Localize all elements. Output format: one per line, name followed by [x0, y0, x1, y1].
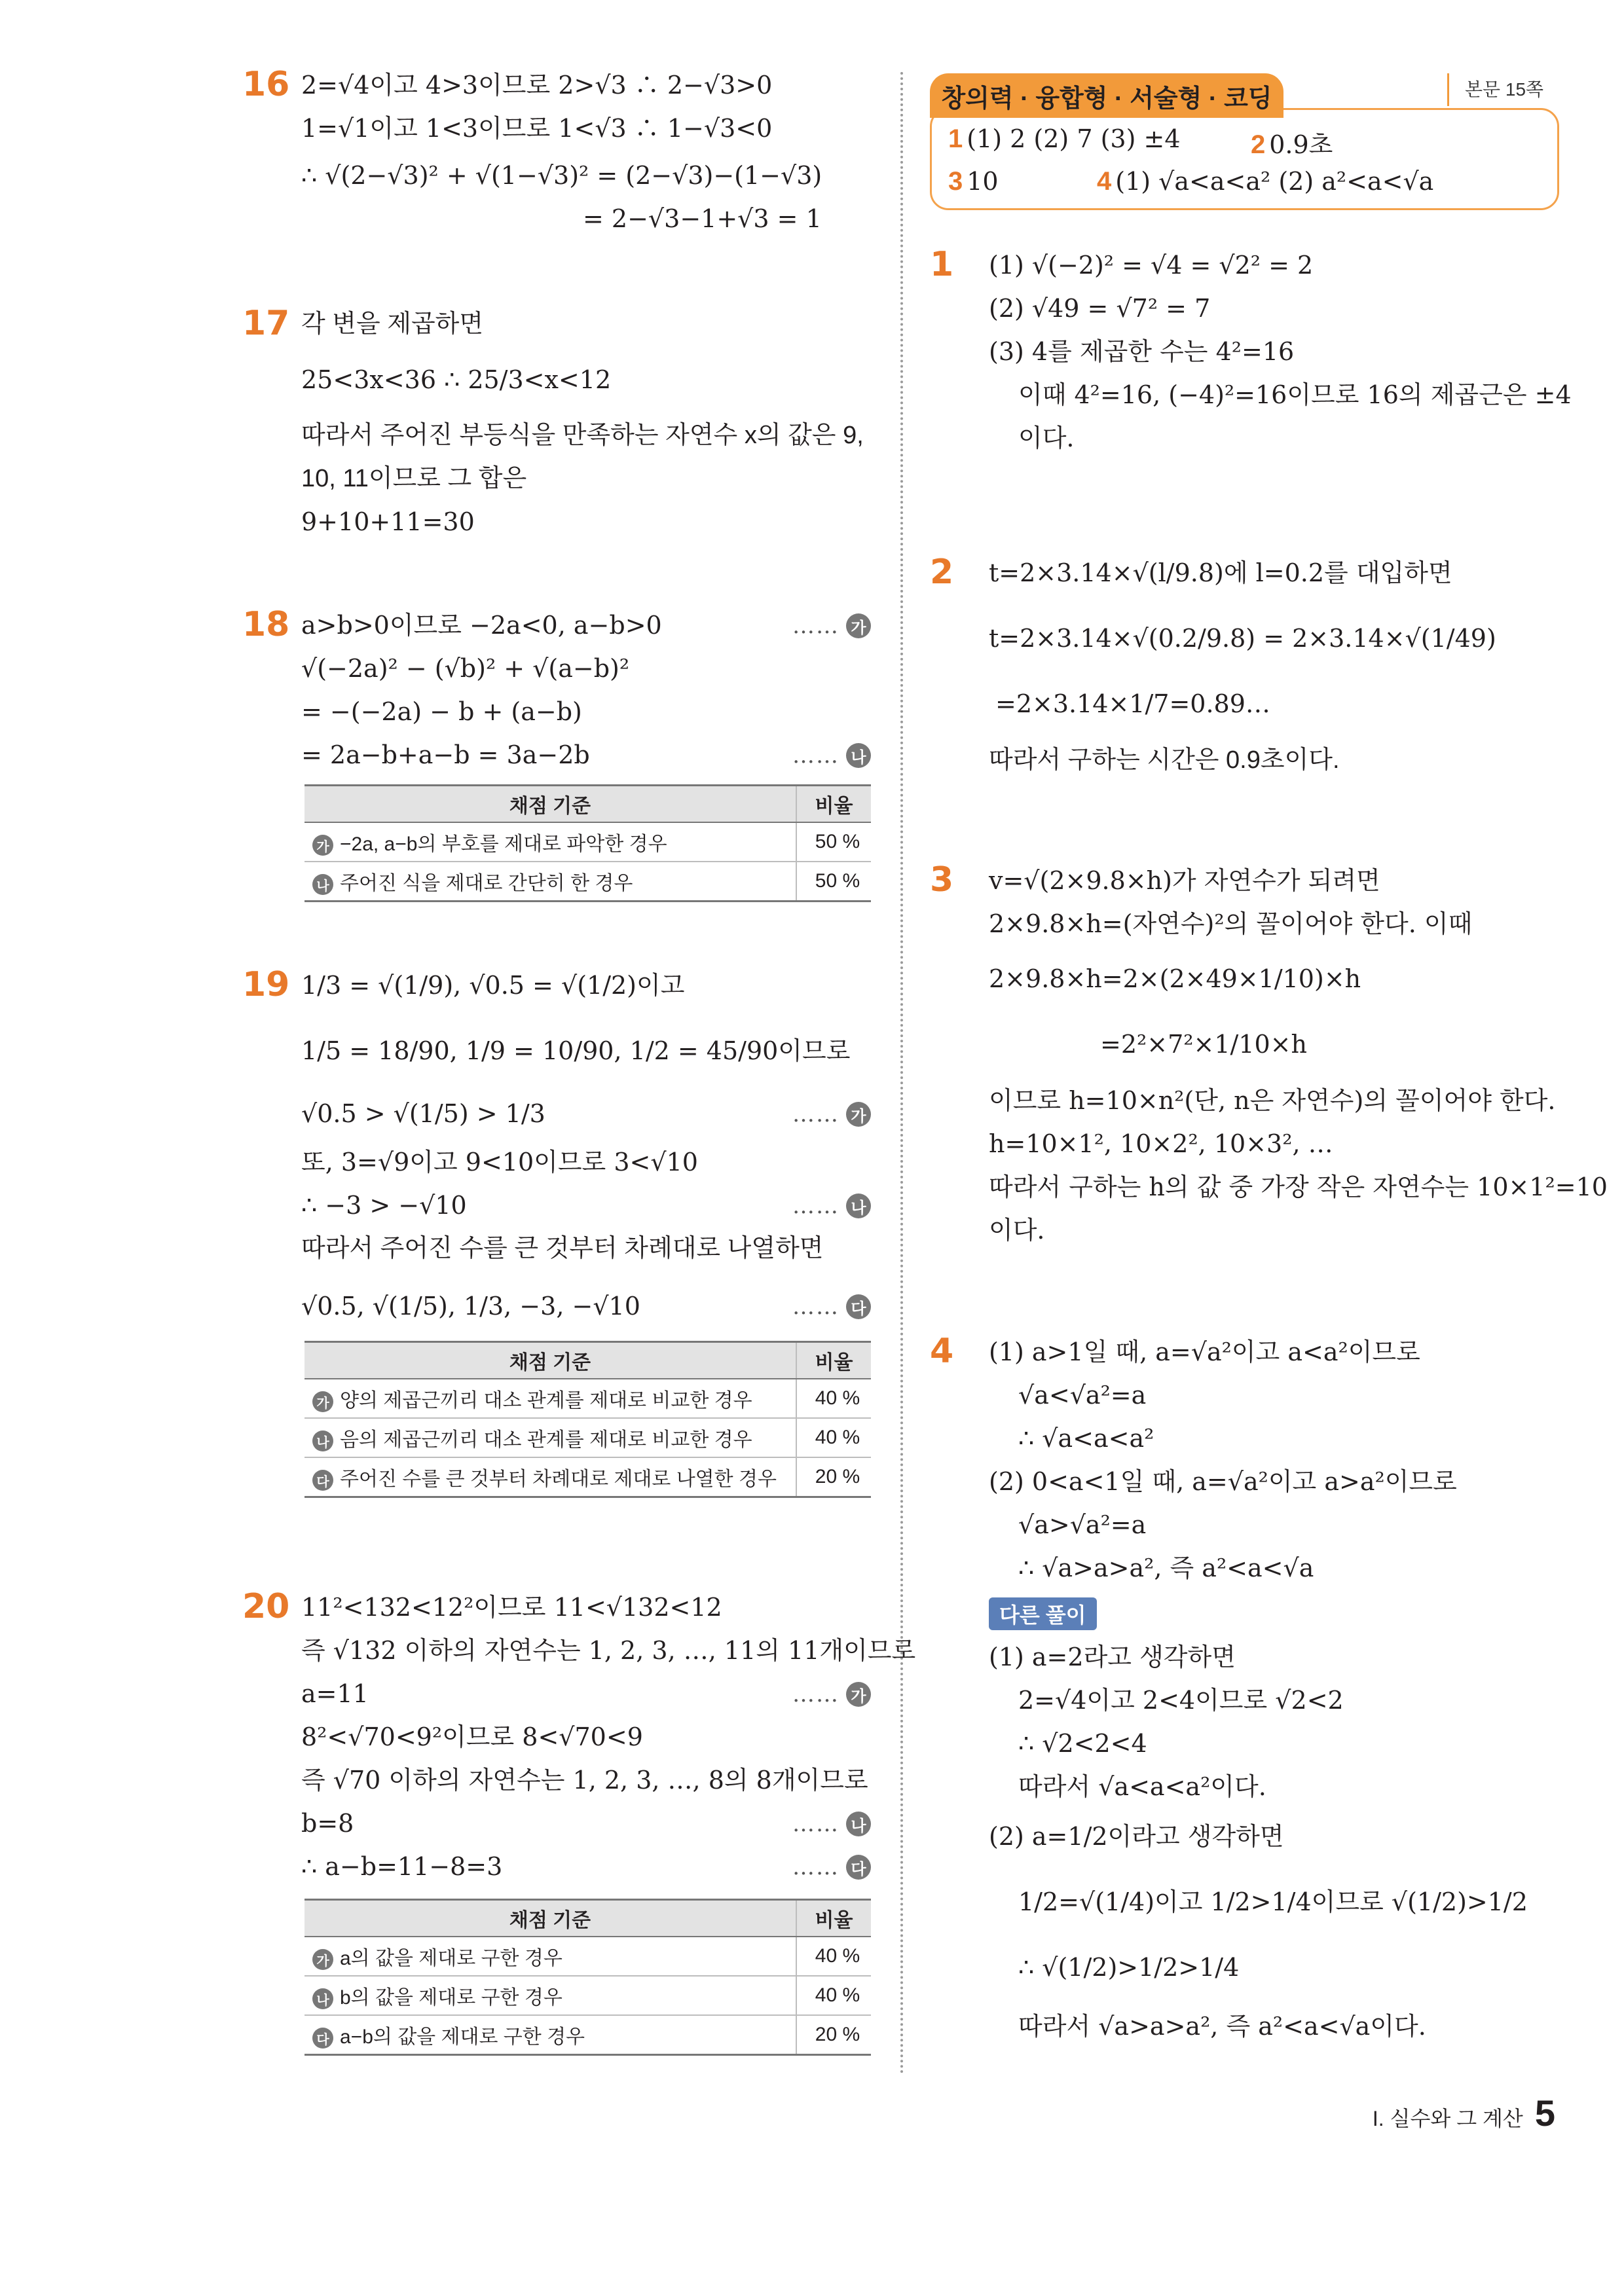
step-marker: …… 가: [792, 613, 871, 639]
solution-line: v=√(2×9.8×h)가 자연수가 되려면: [989, 866, 1380, 895]
solution-line: 1/5 = 18/90, 1/9 = 10/90, 1/2 = 45/90이므로: [301, 1036, 851, 1065]
step-marker: …… 다: [792, 1854, 871, 1880]
solution-line: 따라서 √a>a>a², 즉 a²<a<√a이다.: [1018, 2012, 1426, 2041]
solution-line: √0.5 > √(1/5) > 1/3: [301, 1099, 545, 1128]
answer-2: 2 0.9초: [1251, 130, 1333, 159]
solution-line: ∴ √a>a>a², 즉 a²<a<√a: [1018, 1554, 1314, 1582]
solution-line: 따라서 구하는 h의 값 중 가장 작은 자연수는 10×1²=10: [989, 1173, 1608, 1201]
solution-line: a=11: [301, 1679, 369, 1708]
step-marker: …… 다: [792, 1294, 871, 1320]
problem-number: 2: [930, 553, 954, 592]
solution-line: ∴ √a<a<a²: [1018, 1424, 1154, 1453]
problem-number: 4: [930, 1332, 954, 1371]
table-header: 채점 기준: [304, 1900, 796, 1937]
solution-line: (2) √49 = √7² = 7: [989, 294, 1211, 323]
solution-line: 이므로 h=10×n²(단, n은 자연수)의 꼴이어야 한다.: [989, 1086, 1556, 1115]
problem-number: 3: [930, 860, 954, 900]
page-footer: [1373, 2092, 1555, 2134]
solution-line: √a<√a²=a: [1018, 1381, 1147, 1410]
solution-line: 각 변을 제곱하면: [301, 310, 484, 338]
solution-line: a>b>0이므로 −2a<0, a−b>0: [301, 611, 662, 640]
grading-table: [304, 1899, 871, 2056]
solution-line: 1/3 = √(1/9), √0.5 = √(1/2)이고: [301, 971, 685, 1000]
solution-line: 10, 11이므로 그 합은: [301, 465, 527, 492]
solution-line: ∴ √2<2<4: [1018, 1729, 1147, 1758]
step-marker: …… 나: [792, 1811, 871, 1837]
solution-line: (1) a=2라고 생각하면: [989, 1643, 1236, 1671]
problem-number: 18: [242, 605, 290, 644]
solution-line: (2) a=1/2이라고 생각하면: [989, 1822, 1284, 1851]
solution-line: =2²×7²×1/10×h: [1100, 1030, 1307, 1059]
alternative-solution-label: 다른 풀이: [989, 1597, 1097, 1630]
solution-line: √a>√a²=a: [1018, 1510, 1147, 1539]
solution-line: = −(−2a) − b + (a−b): [301, 697, 582, 726]
step-marker: …… 가: [792, 1101, 871, 1127]
solution-line: 2×9.8×h=2×(2×49×1/10)×h: [989, 964, 1361, 993]
solution-line: 즉 √132 이하의 자연수는 1, 2, 3, …, 11의 11개이므로: [301, 1636, 916, 1665]
solution-line: ∴ √(1/2)>1/2>1/4: [1018, 1953, 1240, 1982]
step-marker: …… 나: [792, 1193, 871, 1219]
solution-line: 1/2=√(1/4)이고 1/2>1/4이므로 √(1/2)>1/2: [1018, 1887, 1528, 1916]
solution-line: 따라서 주어진 부등식을 만족하는 자연수 x의 값은 9,: [301, 422, 864, 449]
solution-line: ∴ √(2−√3)² + √(1−√3)² = (2−√3)−(1−√3): [301, 161, 822, 190]
answer-1: 1 (1) 2 (2) 7 (3) ±4: [948, 124, 1181, 153]
table-row: 가 −2a, a−b의 부호를 제대로 파악한 경우 50 %: [304, 822, 871, 862]
chapter-title: I. 실수와 그 계산: [1372, 2107, 1523, 2130]
solution-line: 9+10+11=30: [301, 507, 475, 536]
problem-number: 19: [242, 965, 290, 1004]
solution-line: (2) 0<a<1일 때, a=√a²이고 a>a²이므로: [989, 1467, 1457, 1496]
table-header: 채점 기준: [304, 1342, 796, 1379]
table-header: 비율: [796, 786, 871, 823]
solution-line: 이다.: [1018, 424, 1075, 452]
solution-line: ∴ −3 > −√10: [301, 1191, 467, 1220]
table-row: 나 음의 제곱근끼리 대소 관계를 제대로 비교한 경우 40 %: [304, 1418, 871, 1457]
solution-line: 또, 3=√9이고 9<10이므로 3<√10: [301, 1148, 698, 1176]
step-marker: …… 가: [792, 1681, 871, 1707]
solution-line: √0.5, √(1/5), 1/3, −3, −√10: [301, 1292, 640, 1321]
solution-line: 이다.: [989, 1216, 1045, 1245]
table-row: 다 a−b의 값을 제대로 구한 경우 20 %: [304, 2015, 871, 2055]
solution-line: 25<3x<36 ∴ 25/3<x<12: [301, 365, 612, 394]
page-number: 5: [1534, 2092, 1555, 2134]
textbook-page-ref: 본문 15쪽: [1447, 73, 1543, 106]
grading-table: [304, 1341, 871, 1498]
table-row: 가 양의 제곱근끼리 대소 관계를 제대로 비교한 경우 40 %: [304, 1379, 871, 1418]
solution-line: 따라서 구하는 시간은 0.9초이다.: [989, 746, 1340, 774]
solution-line: (1) a>1일 때, a=√a²이고 a<a²이므로: [989, 1338, 1420, 1366]
table-row: 가 a의 값을 제대로 구한 경우 40 %: [304, 1937, 871, 1976]
table-header: 채점 기준: [304, 786, 796, 823]
table-row: 다 주어진 수를 큰 것부터 차례대로 제대로 나열한 경우 20 %: [304, 1457, 871, 1497]
grading-table: [304, 784, 871, 902]
solution-line: = 2a−b+a−b = 3a−2b: [301, 740, 590, 769]
solution-line: t=2×3.14×√(l/9.8)에 l=0.2를 대입하면: [989, 558, 1452, 587]
table-header: 비율: [796, 1900, 871, 1937]
answer-4: 4 (1) √a<a<a² (2) a²<a<√a: [1097, 167, 1434, 196]
solution-line: 2×9.8×h=(자연수)²의 꼴이어야 한다. 이때: [989, 909, 1473, 938]
solution-line: b=8: [301, 1809, 354, 1838]
table-header: 비율: [796, 1342, 871, 1379]
solution-line: 즉 √70 이하의 자연수는 1, 2, 3, …, 8의 8개이므로: [301, 1766, 868, 1795]
problem-number: 20: [242, 1587, 290, 1626]
solution-line: (1) √(−2)² = √4 = √2² = 2: [989, 251, 1314, 280]
problem-number: 17: [242, 304, 290, 343]
problem-number: 16: [242, 65, 290, 104]
solution-line: 11²<132<12²이므로 11<√132<12: [301, 1593, 722, 1622]
column-divider: [900, 72, 903, 2075]
solution-line: 이때 4²=16, (−4)²=16이므로 16의 제곱근은 ±4: [1018, 380, 1572, 409]
table-row: 나 주어진 식을 제대로 간단히 한 경우 50 %: [304, 862, 871, 902]
solution-line: √(−2a)² − (√b)² + √(a−b)²: [301, 654, 630, 683]
solution-line: 1=√1이고 1<3이므로 1<√3 ∴ 1−√3<0: [301, 114, 773, 143]
solution-line: h=10×1², 10×2², 10×3², …: [989, 1129, 1333, 1158]
solution-line: t=2×3.14×√(0.2/9.8) = 2×3.14×√(1/49): [989, 624, 1496, 653]
solution-line: 2=√4이고 4>3이므로 2>√3 ∴ 2−√3>0: [301, 71, 773, 100]
problem-number: 1: [930, 245, 954, 284]
solution-line: ∴ a−b=11−8=3: [301, 1852, 503, 1881]
table-row: 나 b의 값을 제대로 구한 경우 40 %: [304, 1976, 871, 2015]
solution-line: 8²<√70<9²이므로 8<√70<9: [301, 1722, 643, 1751]
answer-3: 3 10: [948, 167, 999, 196]
solution-line: =2×3.14×1/7=0.89…: [995, 689, 1270, 718]
solution-line: 따라서 √a<a<a²이다.: [1018, 1772, 1266, 1801]
solution-line: (3) 4를 제곱한 수는 4²=16: [989, 337, 1295, 366]
solution-line: 따라서 주어진 수를 큰 것부터 차례대로 나열하면: [301, 1235, 824, 1262]
solution-line: = 2−√3−1+√3 = 1: [583, 204, 822, 233]
solution-line: 2=√4이고 2<4이므로 √2<2: [1018, 1686, 1344, 1715]
step-marker: …… 나: [792, 742, 871, 769]
section-tab: 창의력 · 융합형 · 서술형 · 코딩: [930, 73, 1283, 118]
